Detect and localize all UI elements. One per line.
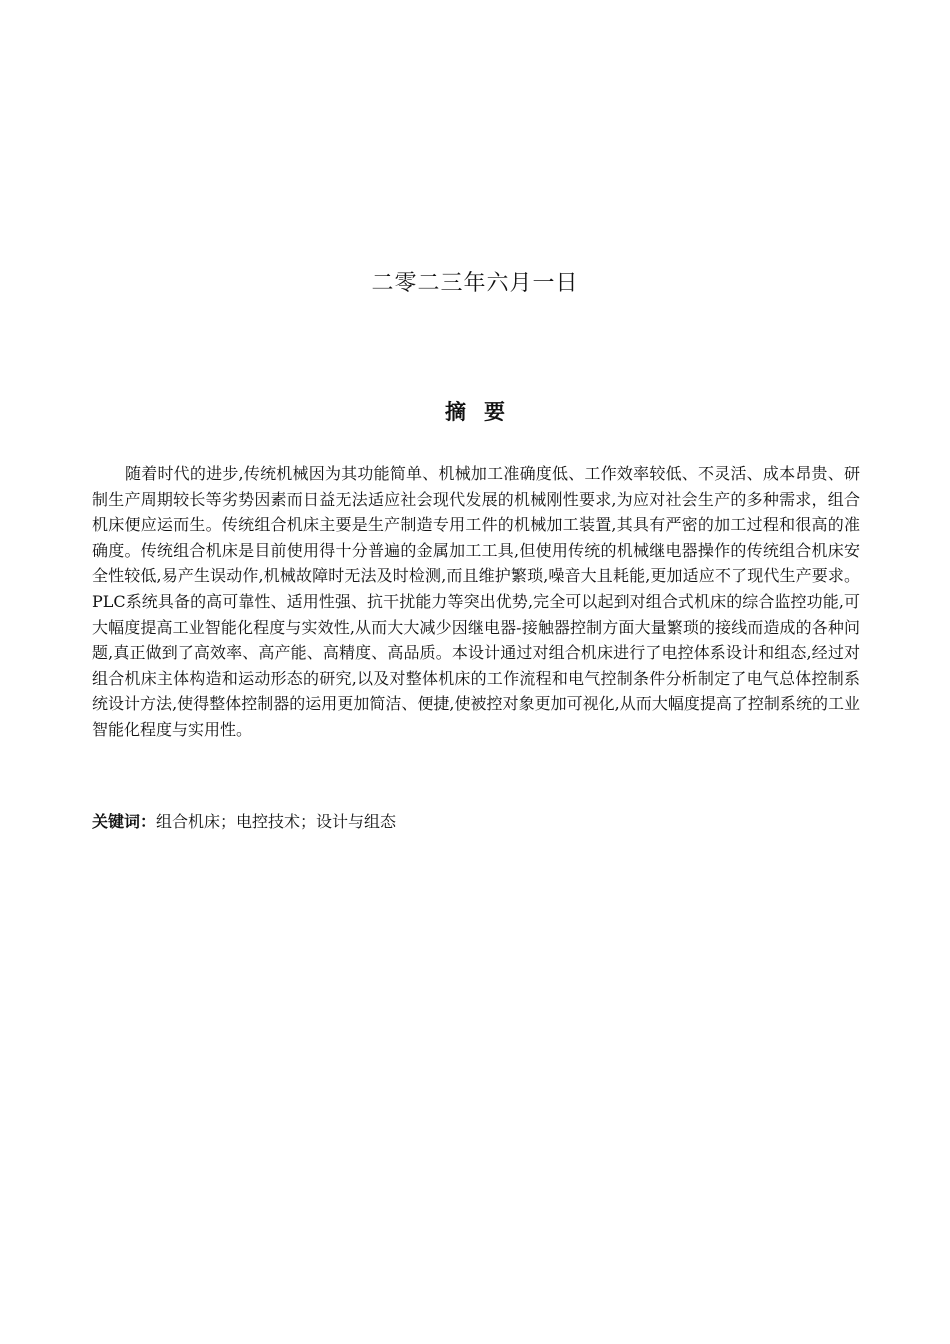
abstract-body: 随着时代的进步,传统机械因为其功能简单、机械加工准确度低、工作效率较低、不灵活、成本昂贵、研制生产周期较长等劣势因素而日益无法适应社会现代发展的机械刚性要求,为应对社会生产的多种需求，组合机床便应运而生。传统组合机床主要是生产制造专用工件的机械加工装置,其具有严密的加工过程和很高的准确度。传统组合机床是目前使用得十分普遍的金属加工工具,但使用传统的机械继电器操作的传统组合机床安全性较低,易产生误动作,机械故障时无法及时检测,而且维护繁琐,噪音大且耗能,更加适应不了现代生产要求。PLC系统具备的高可靠性、适用性强、抗干扰能力等突出优势,完全可以起到对组合式机床的综合监控功能,可大幅度提高工业智能化程度与实效性,从而大大减少因继电器-接触器控制方面大量繁琐的接线而造成的各种问题,真正做到了高效率、高产能、高精度、高品质。本设计通过对组合机床进行了电控体系设计和组态,经过对组合机床主体构造和运动形态的研究,以及对整体机床的工作流程和电气控制条件分析制定了电气总体控制系统设计方法,使得整体控制器的运用更加简洁、便捷,使被控对象更加可视化,从而大幅度提高了控制系统的工业智能化程度与实用性。 xyxy=(92,464,860,739)
keywords-label: 关键词： xyxy=(92,812,157,831)
keywords-value: 组合机床；电控技术；设计与组态 xyxy=(156,812,397,831)
date-line: 二零二三年六月一日 xyxy=(371,271,579,296)
abstract-title: 摘要 xyxy=(445,400,523,424)
keywords-line xyxy=(92,809,860,834)
